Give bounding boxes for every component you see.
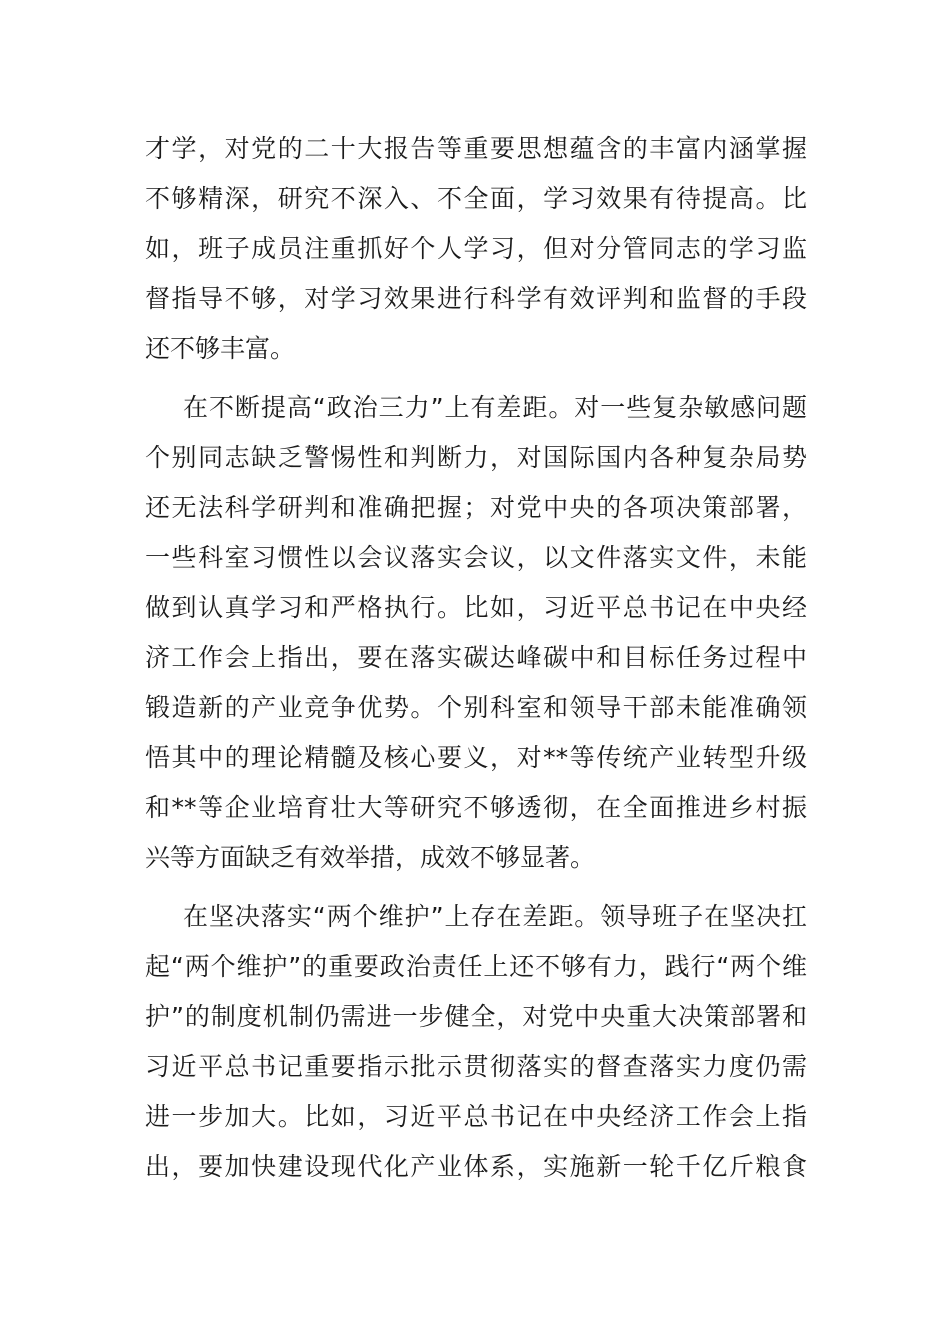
paragraph-3-line-2: 起“两个维护”的重要政治责任上还不够有力，践行“两个维 — [145, 952, 807, 981]
paragraph-3-line-4: 习近平总书记重要指示批示贯彻落实的督查落实力度仍需 — [145, 1052, 807, 1081]
paragraph-2-line-6: 济工作会上指出，要在落实碳达峰碳中和目标任务过程中 — [145, 643, 807, 672]
paragraph-2-line-4: 一些科室习惯性以会议落实会议，以文件落实文件，未能 — [145, 543, 807, 572]
paragraph-2-line-2: 个别同志缺乏警惕性和判断力，对国际国内各种复杂局势 — [145, 443, 807, 472]
paragraph-3-line-6: 出，要加快建设现代化产业体系，实施新一轮千亿斤粮食 — [145, 1152, 807, 1181]
paragraph-1-line-5: 还不够丰富。 — [145, 334, 296, 363]
paragraph-2-line-1: 在不断提高“政治三力”上有差距。对一些复杂敏感问题 — [183, 393, 807, 422]
paragraph-3-line-5: 进一步加大。比如，习近平总书记在中央经济工作会上指 — [145, 1102, 807, 1131]
paragraph-1-line-3: 如，班子成员注重抓好个人学习，但对分管同志的学习监 — [145, 234, 807, 263]
paragraph-1-line-1: 才学，对党的二十大报告等重要思想蕴含的丰富内涵掌握 — [145, 134, 807, 163]
paragraph-1-line-4: 督指导不够，对学习效果进行科学有效评判和监督的手段 — [145, 284, 807, 313]
paragraph-2-line-7: 锻造新的产业竞争优势。个别科室和领导干部未能准确领 — [145, 693, 807, 722]
paragraph-2-line-5: 做到认真学习和严格执行。比如，习近平总书记在中央经 — [145, 593, 807, 622]
paragraph-3-line-3: 护”的制度机制仍需进一步健全，对党中央重大决策部署和 — [145, 1002, 807, 1031]
paragraph-2-line-8: 悟其中的理论精髓及核心要义，对**等传统产业转型升级 — [145, 743, 807, 772]
paragraph-2-line-9: 和**等企业培育壮大等研究不够透彻，在全面推进乡村振 — [145, 793, 807, 822]
paragraph-1-line-2: 不够精深，研究不深入、不全面，学习效果有待提高。比 — [145, 184, 807, 213]
paragraph-3-line-1: 在坚决落实“两个维护”上存在差距。领导班子在坚决扛 — [183, 902, 807, 931]
paragraph-2-line-3: 还无法科学研判和准确把握；对党中央的各项决策部署， — [145, 493, 807, 522]
paragraph-2-line-10: 兴等方面缺乏有效举措，成效不够显著。 — [145, 843, 596, 872]
